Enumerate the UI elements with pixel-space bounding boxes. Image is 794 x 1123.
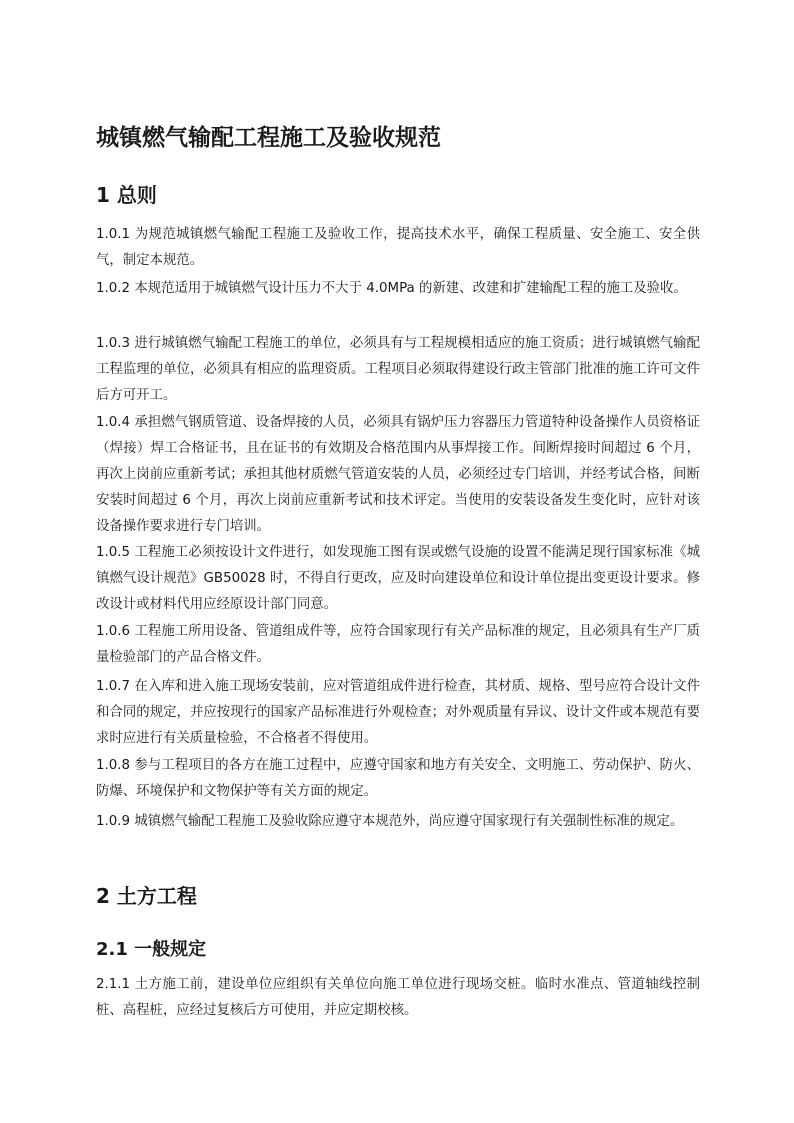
section-2-1-heading: 2.1 一般规定 — [96, 939, 207, 960]
paragraph-1-0-6: 1.0.6 工程施工所用设备、管道组成件等，应符合国家现行有关产品标准的规定，且必须具有生产厂质量检验部门的产品合格文件。 — [96, 624, 700, 665]
paragraph-1-0-5: 1.0.5 工程施工必须按设计文件进行，如发现施工图有误或燃气设施的设置不能满足现行国家标准《城镇燃气设计规范》GB50028 时，不得自行更改，应及时向建设单位和设计单位提出变更设计要求。修改设计或材料代用应经原设计部门同意。 — [96, 545, 700, 612]
paragraph-1-0-9: 1.0.9 城镇燃气输配工程施工及验收除应遵守本规范外，尚应遵守国家现行有关强制性标准的规定。 — [96, 814, 684, 829]
document-title: 城镇燃气输配工程施工及验收规范 — [96, 125, 441, 151]
paragraph-2-1-1: 2.1.1 土方施工前，建设单位应组织有关单位向施工单位进行现场交桩。临时水准点、管道轴线控制桩、高程桩，应经过复核后方可使用，并应定期校核。 — [96, 977, 700, 1018]
section-1-heading: 1 总则 — [96, 183, 157, 207]
paragraph-1-0-7: 1.0.7 在入库和进入施工现场安装前，应对管道组成件进行检查，其材质、规格、型号应符合设计文件和合同的规定，并应按现行的国家产品标准进行外观检查；对外观质量有异议、设计文件或本规范有要求时应进行有关质量检验，不合格者不得使用。 — [96, 679, 700, 746]
paragraph-1-0-2: 1.0.2 本规范适用于城镇燃气设计压力不大于 4.0MPa 的新建、改建和扩建输配工程的施工及验收。 — [96, 281, 687, 296]
paragraph-1-0-4: 1.0.4 承担燃气钢质管道、设备焊接的人员，必须具有锅炉压力容器压力管道特种设备操作人员资格证（焊接）焊工合格证书，且在证书的有效期及合格范围内从事焊接工作。间断焊接时间超过 6 个月，再次上岗前应重新考试；承担其他材质燃气管道安装的人员，必须经过专门培训，并经考试合格，间断安装时间超过 6 个月，再次上岗前应重新考试和技术评定。当使用的安装设备发生变化时，应针对该设备操作要求进行专门培训。 — [96, 415, 700, 534]
paragraph-1-0-3: 1.0.3 进行城镇燃气输配工程施工的单位，必须具有与工程规模相适应的施工资质；进行城镇燃气输配工程监理的单位，必须具有相应的监理资质。工程项目必须取得建设行政主管部门批准的施工许可文件后方可开工。 — [96, 336, 700, 403]
paragraph-1-0-8: 1.0.8 参与工程项目的各方在施工过程中，应遵守国家和地方有关安全、文明施工、劳动保护、防火、防爆、环境保护和文物保护等有关方面的规定。 — [96, 758, 700, 799]
paragraph-1-0-1: 1.0.1 为规范城镇燃气输配工程施工及验收工作，提高技术水平，确保工程质量、安全施工、安全供气，制定本规范。 — [96, 227, 700, 268]
section-2-heading: 2 土方工程 — [96, 884, 197, 908]
